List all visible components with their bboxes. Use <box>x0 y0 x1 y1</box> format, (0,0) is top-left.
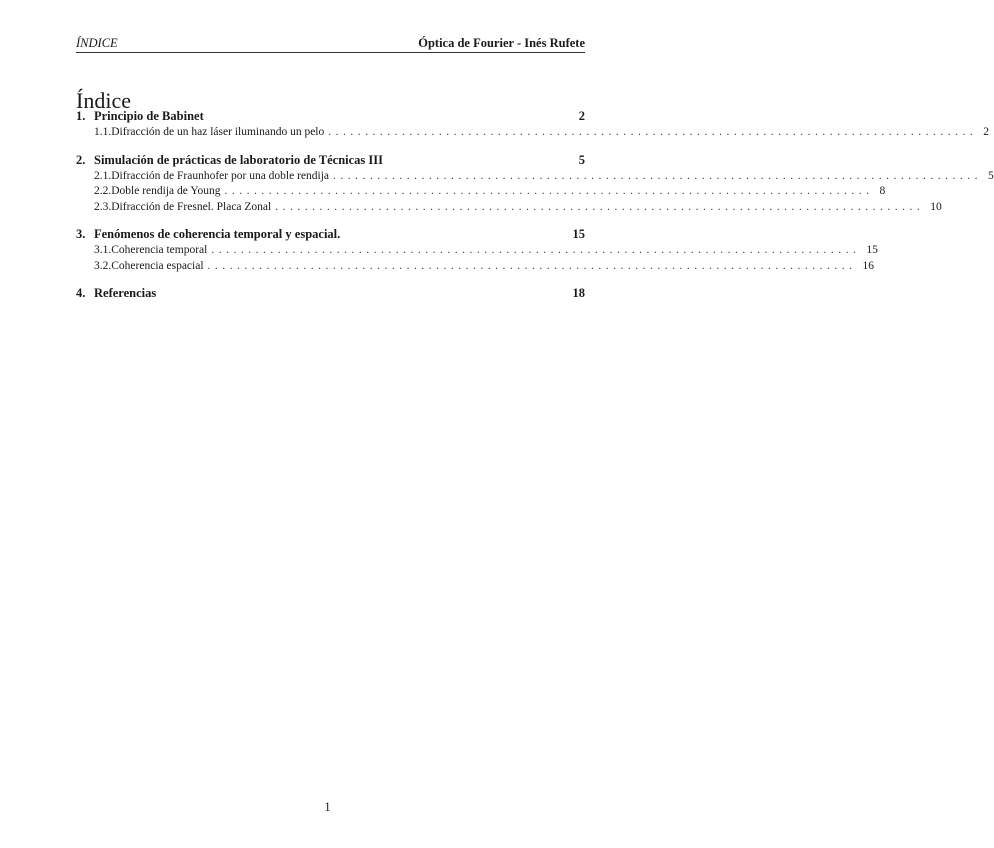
subsection-title: Doble rendija de Young <box>111 185 221 197</box>
header-document-title: Óptica de Fourier - Inés Rufete <box>418 36 585 50</box>
section-page: 2 <box>578 109 585 123</box>
subsection-page: 10 <box>930 200 942 213</box>
section-number: 4. <box>76 286 86 300</box>
leader-dots: ........................................................................................ <box>333 169 983 182</box>
subsection-title: Difracción de un haz láser iluminando un pelo <box>111 126 325 138</box>
subsection-page: 2 <box>983 126 989 138</box>
section-number: 2. <box>76 152 86 167</box>
section-title: Fenómenos de coherencia temporal y espacial. <box>94 227 341 241</box>
toc-subsection[interactable] <box>76 243 878 259</box>
section-number: 1. <box>76 109 86 123</box>
subsection-number: 1.1. <box>94 126 112 138</box>
toc-heading: Índice <box>76 87 131 113</box>
subsection-number: 3.2. <box>94 259 112 272</box>
toc-subsection[interactable] <box>76 200 942 216</box>
toc-subsection[interactable] <box>76 125 989 141</box>
subsection-number: 3.1. <box>94 244 112 256</box>
subsection-title: Coherencia temporal <box>111 244 208 256</box>
toc-section[interactable] <box>76 108 585 125</box>
section-title: Principio de Babinet <box>94 109 204 123</box>
section-title: Simulación de prácticas de laboratorio de Técnicas III <box>94 152 384 167</box>
section-page: 5 <box>578 152 585 167</box>
leader-dots: ........................................................................................ <box>211 244 861 256</box>
toc-section[interactable] <box>76 226 585 243</box>
page-number: 1 <box>324 800 331 814</box>
toc-subsection[interactable] <box>76 259 875 275</box>
table-of-contents <box>76 108 994 302</box>
leader-dots: ........................................................................................ <box>328 126 978 138</box>
leader-dots: ........................................................................................ <box>275 200 925 213</box>
subsection-page: 8 <box>879 185 886 197</box>
toc-subsection[interactable] <box>76 169 994 185</box>
leader-dots: ........................................................................................ <box>224 185 874 197</box>
subsection-number: 2.2. <box>94 185 112 197</box>
toc-section[interactable] <box>76 152 585 169</box>
section-title: Referencias <box>94 286 157 300</box>
subsection-title: Difracción de Fresnel. Placa Zonal <box>111 200 272 213</box>
subsection-title: Coherencia espacial <box>111 259 204 272</box>
toc-subsection[interactable] <box>76 184 886 200</box>
section-page: 18 <box>572 286 585 300</box>
subsection-page: 5 <box>988 169 994 182</box>
section-page: 15 <box>572 227 585 241</box>
subsection-number: 2.1. <box>94 169 112 182</box>
subsection-page: 16 <box>862 259 875 272</box>
subsection-number: 2.3. <box>94 200 112 213</box>
subsection-title: Difracción de Fraunhofer por una doble rendija <box>111 169 330 182</box>
toc-section[interactable] <box>76 285 585 302</box>
header-section-label: ÍNDICE <box>76 36 118 50</box>
subsection-page: 15 <box>866 244 878 256</box>
section-number: 3. <box>76 227 86 241</box>
leader-dots: ........................................................................................ <box>207 259 857 272</box>
running-header <box>76 36 585 53</box>
